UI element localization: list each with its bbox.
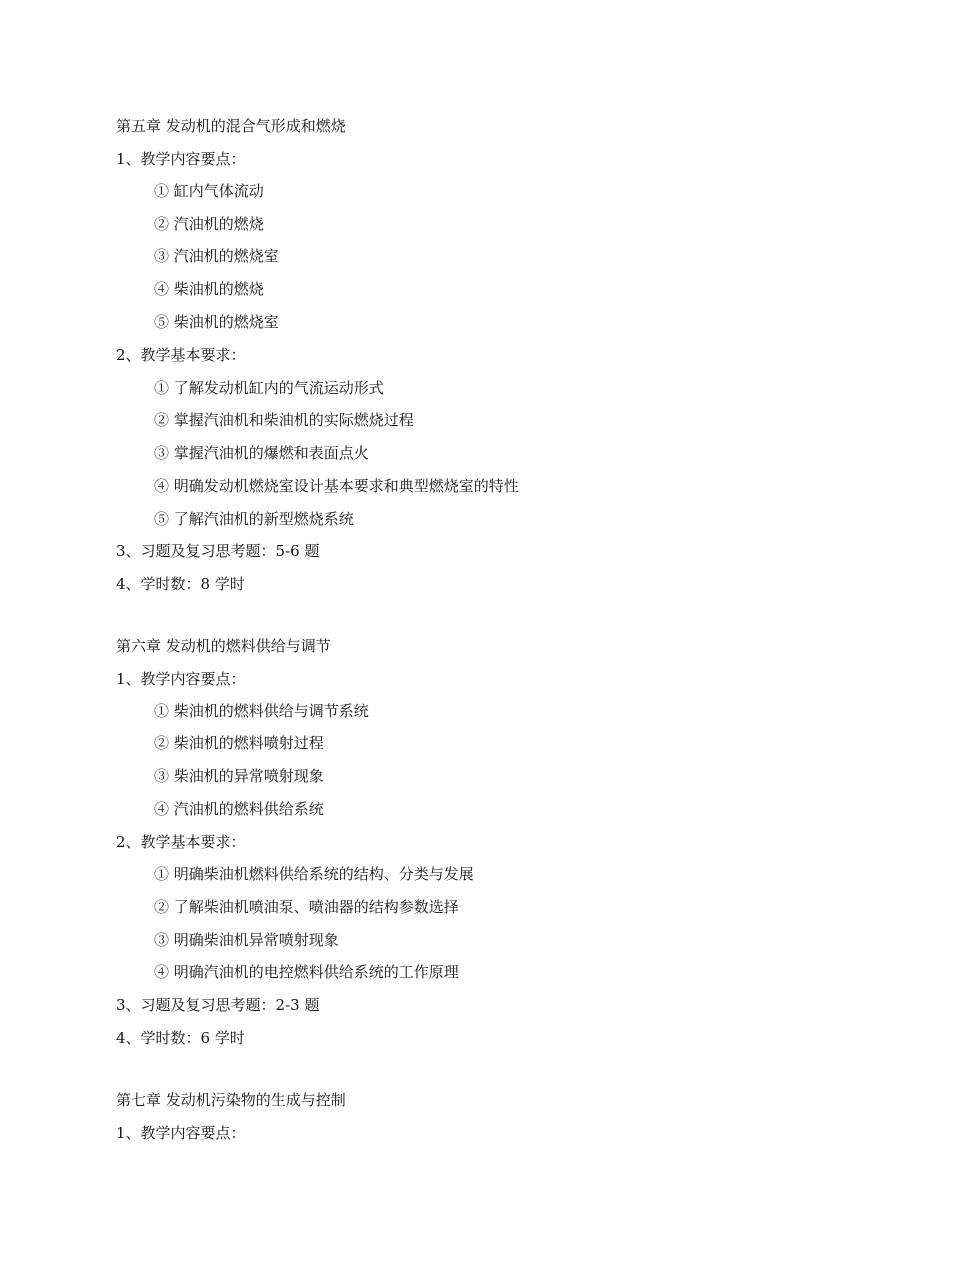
chapter-6-exercises: 3、习题及复习思考题：2-3 题 xyxy=(116,996,320,1014)
chapter-6-content-item: ① 柴油机的燃料供给与调节系统 xyxy=(154,702,369,720)
chapter-7-content-heading: 1、教学内容要点： xyxy=(116,1124,246,1142)
chapter-5-content-item: ⑤ 柴油机的燃烧室 xyxy=(154,313,279,331)
chapter-6-content-item: ③ 柴油机的异常喷射现象 xyxy=(154,767,324,785)
chapter-6-content-heading: 1、教学内容要点： xyxy=(116,670,246,688)
chapter-5-content-item: ① 缸内气体流动 xyxy=(154,182,264,200)
chapter-5-requirement-item: ③ 掌握汽油机的爆燃和表面点火 xyxy=(154,444,369,462)
chapter-6-title: 第六章 发动机的燃料供给与调节 xyxy=(116,637,331,655)
chapter-5-requirement-item: ④ 明确发动机燃烧室设计基本要求和典型燃烧室的特性 xyxy=(154,477,519,495)
chapter-6-content-item: ② 柴油机的燃料喷射过程 xyxy=(154,734,324,752)
chapter-6-hours: 4、学时数：6 学时 xyxy=(116,1029,245,1047)
chapter-5-requirement-item: ① 了解发动机缸内的气流运动形式 xyxy=(154,379,384,397)
chapter-6-requirement-item: ② 了解柴油机喷油泵、喷油器的结构参数选择 xyxy=(154,898,459,916)
chapter-5-content-item: ② 汽油机的燃烧 xyxy=(154,215,264,233)
chapter-5-exercises: 3、习题及复习思考题：5-6 题 xyxy=(116,542,320,560)
chapter-6-content-item: ④ 汽油机的燃料供给系统 xyxy=(154,800,324,818)
chapter-5-requirements-heading: 2、教学基本要求： xyxy=(116,346,246,364)
chapter-5-content-item: ③ 汽油机的燃烧室 xyxy=(154,247,279,265)
chapter-5-hours: 4、学时数：8 学时 xyxy=(116,575,245,593)
chapter-5-content-item: ④ 柴油机的燃烧 xyxy=(154,280,264,298)
chapter-5-requirement-item: ⑤ 了解汽油机的新型燃烧系统 xyxy=(154,510,354,528)
chapter-5-title: 第五章 发动机的混合气形成和燃烧 xyxy=(116,117,346,135)
chapter-6-requirement-item: ④ 明确汽油机的电控燃料供给系统的工作原理 xyxy=(154,963,459,981)
chapter-5-requirement-item: ② 掌握汽油机和柴油机的实际燃烧过程 xyxy=(154,411,414,429)
chapter-6-requirement-item: ① 明确柴油机燃料供给系统的结构、分类与发展 xyxy=(154,865,474,883)
chapter-6-requirements-heading: 2、教学基本要求： xyxy=(116,833,246,851)
chapter-7-title: 第七章 发动机污染物的生成与控制 xyxy=(116,1091,346,1109)
chapter-6-requirement-item: ③ 明确柴油机异常喷射现象 xyxy=(154,931,339,949)
chapter-5-content-heading: 1、教学内容要点： xyxy=(116,150,246,168)
